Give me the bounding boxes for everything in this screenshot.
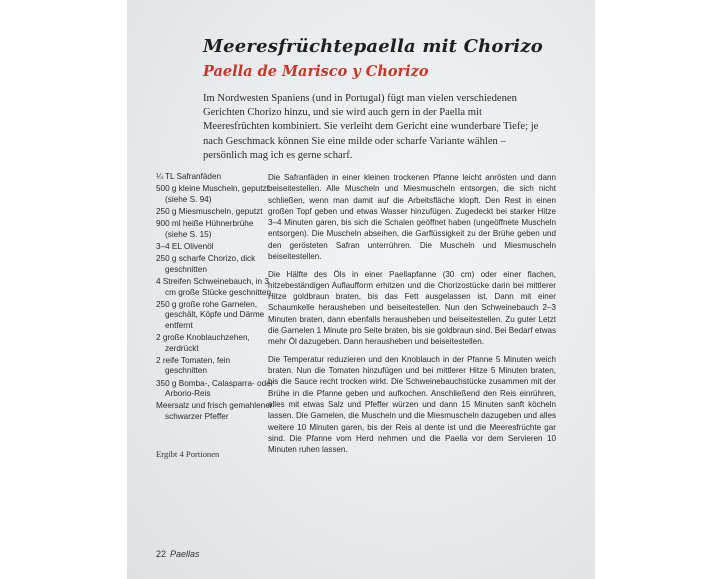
ingredient-item: 4 Streifen Schweinebauch, in 3 cm große Stücke geschnitten <box>156 276 272 297</box>
section-name: Paellas <box>170 549 200 559</box>
ingredient-list <box>156 172 274 424</box>
recipe-subtitle: Paella de Marisco y Chorizo <box>203 63 429 80</box>
book-page <box>127 0 595 579</box>
page-footer <box>156 549 200 559</box>
ingredient-item: 250 g scharfe Chorizo, dick geschnitten <box>156 254 256 274</box>
method-paragraph: Die Hälfte des Öls in einer Paellapfanne (30 cm) oder einer flachen, hitzebeständigen Auflaufform erhitzen und die Chorizostücke darin bei mittlerer Hitze goldbraun braten, bis das Fett ausgelassen ist. Dann mit einer Schaumkelle herausheben und beiseitestellen. Nun den Schweinebauch 2–3 Minuten braten, dann ebenfalls herausheben und beiseitestellen. Zu guter Letzt die Garnelen 1 Minute pro Seite braten, bis sie goldbraun sind. Bei Bedarf etwas mehr Öl dazugeben. Dann herausheben und beiseitestellen. <box>268 269 556 347</box>
ingredient-item: 3–4 EL Olivenöl <box>156 241 214 251</box>
page-number: 22 <box>156 549 167 559</box>
ingredient-item: 2 reife Tomaten, fein geschnitten <box>156 355 231 376</box>
method-text <box>268 172 556 462</box>
ingredient-item: 500 g kleine Muscheln, geputzt (siehe S. 94) <box>156 184 269 204</box>
ingredient-item: Meersalz und frisch gemahlener schwarzer Pfeffer <box>156 401 273 421</box>
recipe-intro: Im Nordwesten Spaniens (und in Portugal) fügt man vielen verschiedenen Gerichten Chorizo hinzu, und sie wird auch gern in der Paella mit Meeresfrüchten kombiniert. Sie verleiht dem Gericht eine wunderbare Tiefe; je nach Geschmack können Sie eine milde oder scharfe Variante wählen – persönlich mag ich es gerne scharf. <box>203 93 539 161</box>
ingredient-item: 900 ml heiße Hühnerbrühe (siehe S. 15) <box>156 219 254 239</box>
ingredient-item: 2 große Knoblauchzehen, zerdrückt <box>156 333 250 353</box>
servings-note: Ergibt 4 Portionen <box>156 449 220 459</box>
method-paragraph: Die Temperatur reduzieren und den Knoblauch in der Pfanne 5 Minuten weich braten. Nun die Tomaten hinzufügen und bei mittlerer Hitze 5 Minuten braten, bis die Sauce recht trocken wirkt. Die Schweinebauchstücke zusammen mit der Brühe in die Pfanne geben und aufkochen. Anschließend den Reis einrühren, alles mit etwas Salz und Pfeffer würzen und dann 15 Minuten sanft köcheln lassen. Die Garnelen, die Muscheln und die Miesmuscheln dazugeben und alles weitere 10 Minuten garen, bis der Reis al dente ist und die Meeresfrüchte gar sind. Die Pfanne vom Herd nehmen und die Paella vor dem Servieren 10 Minuten ruhen lassen. <box>268 354 556 455</box>
ingredient-item: ¼ TL Safranfäden <box>156 172 222 181</box>
recipe-title: Meeresfrüchtepaella mit Chorizo <box>203 36 543 57</box>
ingredient-item: 350 g Bomba-, Calasparra- oder Arborio-Reis <box>156 378 274 399</box>
ingredient-item: 250 g Miesmuscheln, geputzt <box>156 206 263 216</box>
method-paragraph: Die Safranfäden in einer kleinen trockenen Pfanne leicht anrösten und dann beiseitestellen. Alle Muscheln und Miesmuscheln entsorgen, die sich nicht schließen, wenn man damit auf die Arbeitsfläche klopft. Den Rest in einen großen Topf geben und etwas Wasser hinzufügen. Zugedeckt bei starker Hitze 3–4 Minuten garen, bis sich die Schalen geöffnet haben (ungeöffnete Muscheln entsorgen). Die Muscheln abseihen, die Garflüssigkeit zu der Brühe geben und den gerösteten Safran unterrühren. Die Muscheln und Miesmuscheln beiseitestellen. <box>268 173 556 262</box>
ingredient-item: 250 g große rohe Garnelen, geschält, Köpfe und Därme entfernt <box>156 299 265 330</box>
